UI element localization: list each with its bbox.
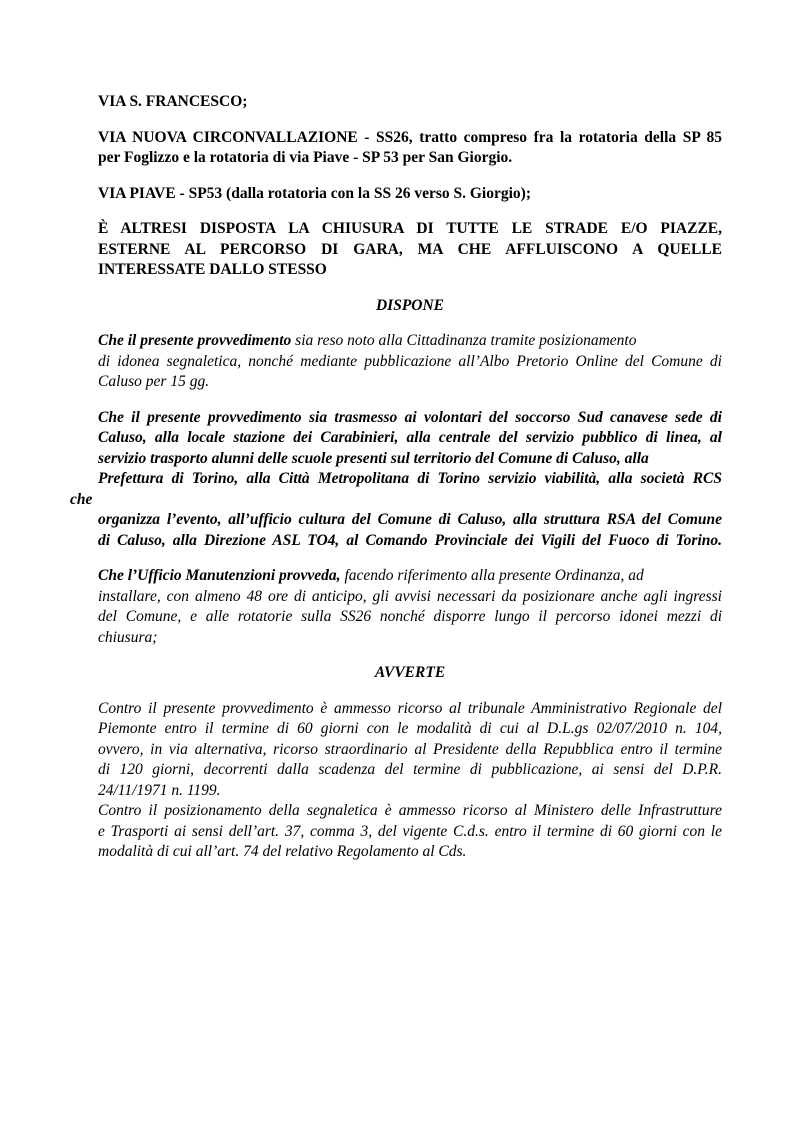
closure-statement (98, 219, 722, 281)
text-line: installare, con almeno 48 ore di anticipo, gli avvisi necessari da posizionare anche agli ingressi (98, 587, 722, 605)
text-line (98, 331, 722, 352)
text-line: Che il presente provvedimento sia trasmesso ai volontari del soccorso Sud canavese sede di (98, 408, 722, 426)
street-via-s-francesco (98, 92, 722, 113)
lead-text: Che il presente provvedimento (98, 332, 292, 349)
text-line: di idonea segnaletica, nonché mediante pubblicazione all’Albo Pretorio Online del Comune di (98, 352, 722, 370)
text-line: di Caluso, alla Direzione ASL TO4, al Comando Provinciale dei Vigili del Fuoco di Torino. (98, 531, 722, 549)
text-line: DISPONE (375, 296, 445, 314)
text-line: VIA NUOVA CIRCONVALLAZIONE - SS26, tratto compreso fra la rotatoria della SP 85 (98, 128, 722, 146)
line-text: facendo riferimento alla presente Ordinanza, ad (340, 567, 644, 584)
text-line: Caluso, alla locale stazione dei Carabinieri, alla centrale del servizio pubblico di linea, al (98, 429, 722, 446)
dispone-paragraph-2 (70, 408, 722, 552)
text-line: INTERESSATE DALLO STESSO (98, 261, 327, 278)
text-line: VIA PIAVE - SP53 (dalla rotatoria con la SS 26 verso S. Giorgio); (98, 184, 532, 202)
text-line: ESTERNE AL PERCORSO DI GARA, MA CHE AFFLUISCONO A QUELLE (98, 240, 722, 258)
text-line: organizza l’evento, all’ufficio cultura del Comune di Caluso, alla struttura RSA del Comune (98, 511, 722, 528)
line-text: sia reso noto alla Cittadinanza tramite posizionamento (291, 332, 637, 349)
text-line: Prefettura di Torino, alla Città Metropolitana di Torino servizio viabilità, alla società RCS (98, 470, 722, 487)
text-line: per Foglizzo e la rotatoria di via Piave - SP 53 per San Giorgio. (98, 149, 513, 166)
text-line: modalità di cui all’art. 74 del relativo Regolamento al Cds. (98, 843, 467, 860)
lead-text: Che l’Ufficio Manutenzioni provveda, (98, 567, 341, 584)
text-line: del Comune, e alle rotatorie sulla SS26 nonché disporre lungo il percorso idonei mezzi di (98, 608, 722, 625)
avverte-heading (98, 663, 722, 684)
text-line: VIA S. FRANCESCO; (98, 93, 248, 110)
text-line: ovvero, in via alternativa, ricorso straordinario al Presidente della Repubblica entro il termine (98, 740, 722, 758)
text-line: servizio trasporto alunni delle scuole presenti sul territorio del Comune di Caluso, alla (98, 449, 649, 467)
text-line: e Trasporti ai sensi dell’art. 37, comma 3, del vigente C.d.s. entro il termine di 60 giorni con le (98, 822, 722, 840)
text-line: Contro il presente provvedimento è ammesso ricorso al tribunale Amministrativo Regionale del (98, 699, 722, 717)
text-line (98, 566, 722, 587)
text-line: Caluso per 15 gg. (98, 373, 210, 390)
text-line: 24/11/1971 n. 1199. (98, 781, 221, 799)
text-line: che (70, 490, 93, 508)
text-line: È ALTRESI DISPOSTA LA CHIUSURA DI TUTTE LE STRADE E/O PIAZZE, (98, 220, 722, 237)
text-line: di 120 giorni, decorrenti dalla scadenza del termine di pubblicazione, ai sensi del D.P.R. (98, 761, 722, 778)
dispone-paragraph-1 (98, 331, 722, 393)
street-via-piave (98, 184, 722, 205)
street-via-nuova-circonvallazione (98, 128, 722, 169)
text-line: chiusura; (98, 628, 158, 646)
avverte-paragraph (98, 699, 722, 863)
text-line: Contro il posizionamento della segnaletica è ammesso ricorso al Ministero delle Infrastrutture (98, 802, 722, 819)
dispone-heading (98, 296, 722, 317)
dispone-paragraph-3 (98, 566, 722, 648)
text-line: Piemonte entro il termine di 60 giorni con le modalità di cui al D.L.gs 02/07/2010 n. 104, (98, 720, 722, 737)
text-line: AVVERTE (374, 664, 446, 681)
